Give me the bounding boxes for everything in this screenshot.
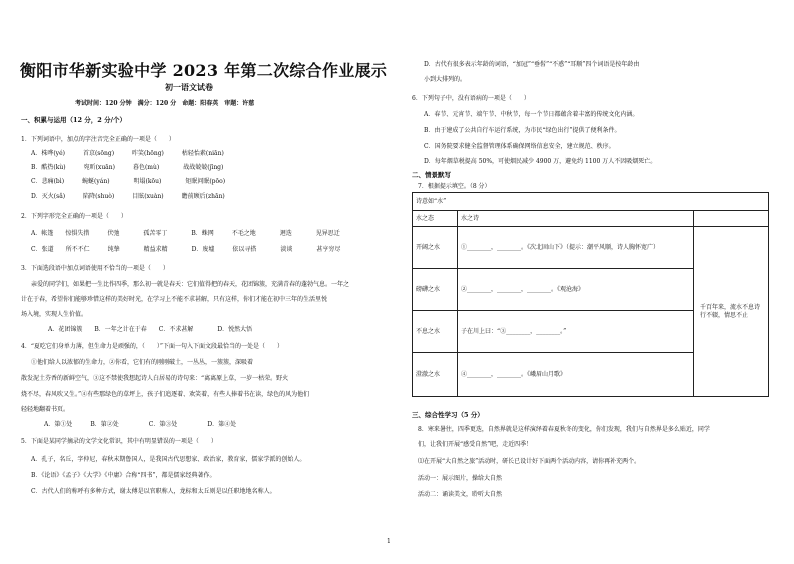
q3-stem: 3．下面选段语中加点词语使用不恰当的一项是（ ） <box>21 265 169 272</box>
table-row-text[interactable]: 子在川上曰：“③________，________。” <box>458 311 694 353</box>
table-row-label: 开阔之水 <box>413 227 458 269</box>
q4-options: A．第①处 B．第②处 C．第③处 D．第④处 <box>44 421 237 428</box>
q6-option-d: D．每年烟草税提高 50%，可使烟民减少 4900 万，避免约 1100 万人不因吸烟死亡。 <box>424 158 657 165</box>
q6-stem: 6．下列句子中，没有语病的一项是（ ） <box>412 95 530 102</box>
table-header-poem: 水之诗 <box>458 211 694 227</box>
q1-option-c: C．悲痛(bì) 蜿蜒(yán) 明塌(kōu) 矩眠问眠(pōo) <box>31 178 226 185</box>
section-1-heading: 一、积累与运用（12 分，2 分/个） <box>21 116 126 124</box>
q5-option-a: A．孔子，名丘，字仲尼，春秋末期鲁国人，是我国古代思想家、政治家，教育家，儒家学派的创始人。 <box>31 456 306 463</box>
table-header-blank <box>694 211 769 227</box>
q3-passage-line3: 场入境，实现人生价值。 <box>21 311 88 318</box>
exam-subtitle: 初一语文试卷 <box>165 82 213 92</box>
table-row-text[interactable]: ①________，________。《次北固山下》（提示：潮平风顺，诗人胸怀宽广） <box>458 227 694 269</box>
q1-stem: 1．下列词语中，加点的字注音完全正确的一项是（ ） <box>21 136 175 143</box>
q5-option-d-line2: 小到大排列的。 <box>424 76 467 83</box>
section-3-heading: 三、综合性学习（5 分） <box>412 411 484 419</box>
q8-line1: 8．寒来暑往，四季更迭，自然界就是这样演绎着春夏秋冬的变化，你们发现，我们与自然界是多么贴近，同学 <box>418 426 710 433</box>
q5-option-b: B．《论语》《孟子》《大学》《中庸》合称“四书”，都是儒家经典著作。 <box>31 472 216 479</box>
table-side-note: 千百年来，流水不息诗行不辍，情思不止 <box>694 227 769 397</box>
q2-stem: 2．下列字形完全正确的一项是（ ） <box>21 213 127 220</box>
q8-subquestion: ⑴在开展“大自然之旅”活动时，研长已设计好下面两个活动内容，请你再补充两个。 <box>418 458 641 465</box>
q1-option-a: A．株哗(yé) 首京(sōng) 咋笑(hōng) 枯轻怡素(niān) <box>31 150 224 157</box>
q1-option-d: D．灭火(sǎ) 陷降(shuò) 目眩(xuàn) 瞻前顾后(zhān) <box>31 193 225 200</box>
q5-stem: 5．下面是某同学摘录的文学文化常识，其中有明显错误的一项是（ ） <box>21 438 217 445</box>
q6-option-a: A．春节、元宵节、端午节、中秋节，每一个节日都蕴含着丰富的传统文化内涵。 <box>424 111 639 118</box>
table-row-text[interactable]: ④________，________。《峨眉山月歌》 <box>458 353 694 397</box>
q3-passage-line2: 计在于春，希望你们能够珍惜这样的美好时光，在学习上不能不求甚解，只有这样，你们才能在初中三年的生活里悦 <box>21 296 328 303</box>
q6-option-b: B．由于建成了公共自行车运行系统，为市民“绿色出行”提供了便利条件。 <box>424 127 621 134</box>
q5-option-c: C．古代人们的称呼有多种方式，谢太傅是以官职称人，龙标和太丘则是以任职地地名称人。 <box>31 488 276 495</box>
table-row-label: 不息之水 <box>413 311 458 353</box>
q3-options: A．花团锦簇 B．一年之计在于春 C．不求甚解 D．悦然大悟 <box>48 326 253 333</box>
q4-passage-line1: ①他们给人以浓郁的生命力，②你看，它们有的刚刚破土，一丛丛，一簇簇，深吸着 <box>31 359 254 366</box>
page-title: 衡阳市华新实验中学 2023 年第二次综合作业展示 <box>20 61 388 80</box>
q2-options-row1: A．帐篷 惊惧失措 伏弛 孤苦零丁 B．蛛网 不毛之地 迴迭 见异思迁 <box>31 230 340 237</box>
q4-passage-line2: 散发泥土芬香的新鲜空气，③这不禁使我想起诗人白居易的诗句来：“离离原上草，一岁一枯荣。野火 <box>21 375 289 382</box>
table-title-cell: 诗意如“水” <box>413 193 769 211</box>
q7-stem: 7．根据提示填空。（8 分） <box>418 183 491 190</box>
q8-line2: 们，让我们开展“感受自然”吧，走近四季！ <box>418 441 533 448</box>
poetry-fill-table <box>412 192 769 397</box>
q4-passage-line3: 烧不尽，春风吹又生。”④有些那绿色的草坪上，孩子们追逐着、欢笑着，有些人捧着书在读，绿色的风为他们 <box>21 391 310 398</box>
q2-options-row2: C．张道 所不不仁 纯挚 精益求精 D．废墟 依以寻搭 淡谈 甚亨穷尽 <box>31 246 341 253</box>
q6-option-c: C．国务院要求健全监督管理体系确保网络信息安全，建立规范、秩序。 <box>424 143 615 150</box>
q5-option-d-line1: D．古代有很多表示年龄的词语，“加冠”“垂髫”“不惑”“耳顺”四个词语是按年龄由 <box>424 61 640 68</box>
table-row-text[interactable]: ②________，________，________。《观沧海》 <box>458 269 694 311</box>
table-row-label: 澄澈之水 <box>413 353 458 397</box>
q4-stem: 4．“夏吃它们身单力薄，但生命力是顽强的，（ ）”下面一句入下面文段最恰当的一处是（ ） <box>21 343 283 350</box>
table-header-state: 水之态 <box>413 211 458 227</box>
q3-passage-line1: 亲爱的同学们，如果把一生比作四季，那么初一就是春天：它们值得把的春天，花团锦簇，充满青春的蓬勃气息。一年之 <box>31 281 350 288</box>
q4-passage-line4: 轻轻地翻着书页。 <box>21 406 70 413</box>
page-number: 1 <box>387 538 391 545</box>
q1-option-b: B．酷热(kù) 宛昕(xuān) 暮色(mù) 战战兢兢(jīng) <box>31 164 224 171</box>
section-2-heading: 二、情景默写 <box>412 171 451 179</box>
activity-1: 活动一：展示图片，操给大自然 <box>418 475 503 482</box>
table-row-label: 磅礴之水 <box>413 269 458 311</box>
exam-info: 考试时间：120 分钟 满分：120 分 命题：阳春英 审题：许慈 <box>75 100 255 107</box>
activity-2: 活动二：诵读美文，聆听大自然 <box>418 491 503 498</box>
